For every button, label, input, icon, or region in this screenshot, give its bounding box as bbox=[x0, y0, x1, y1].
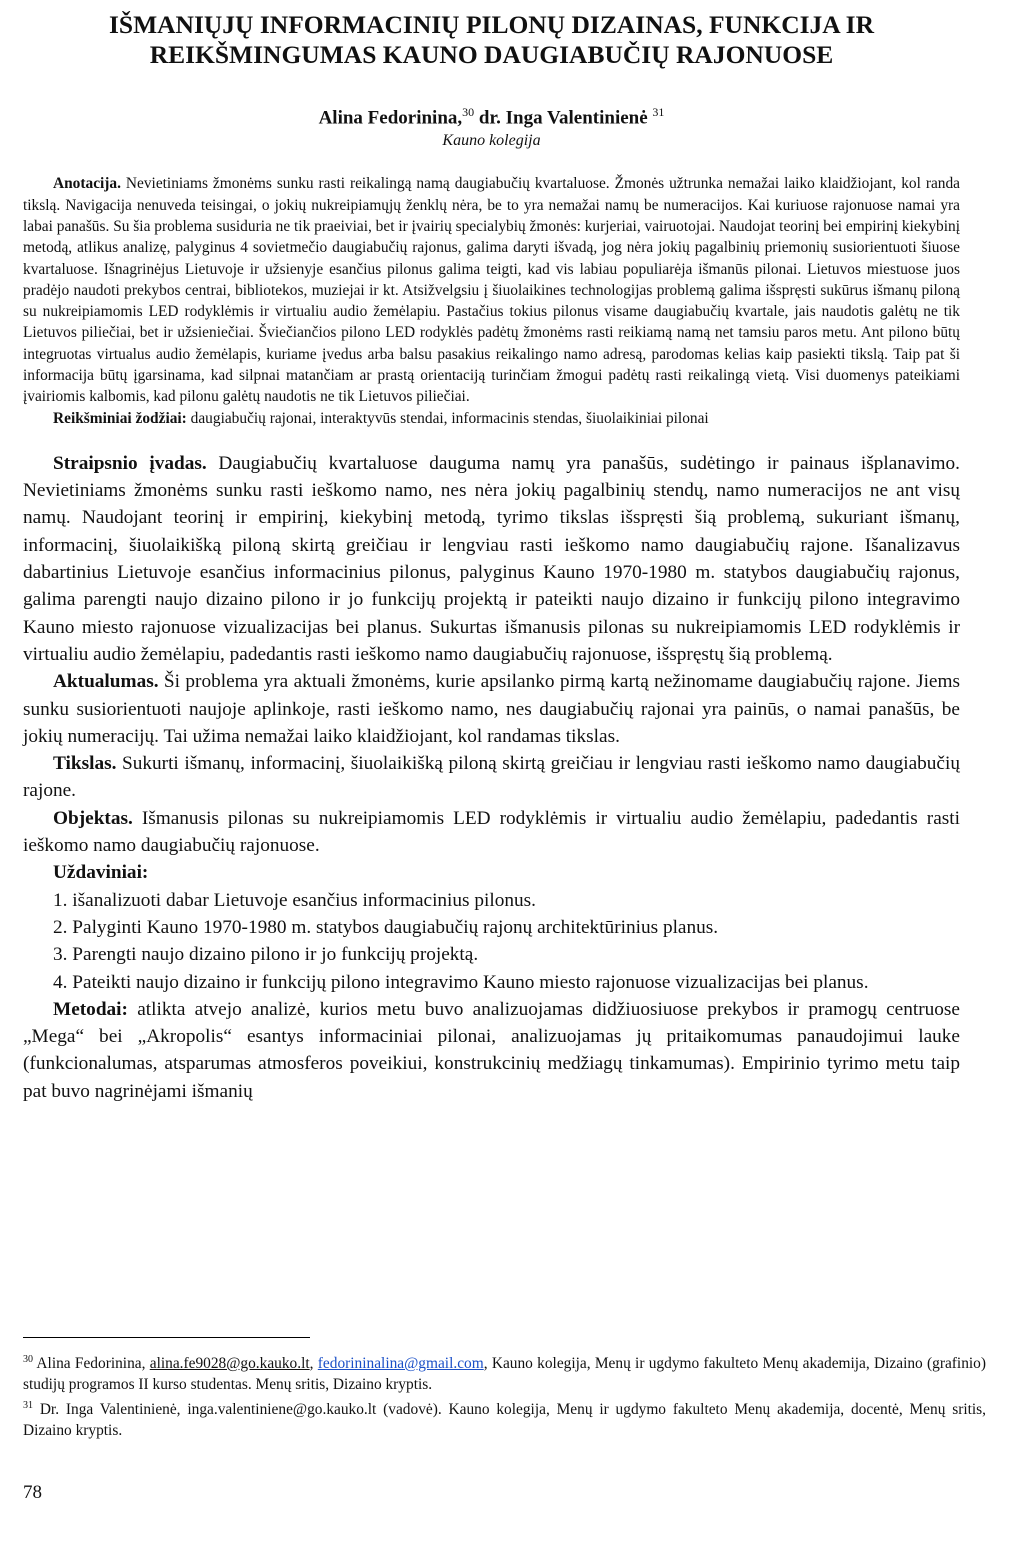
page-content bbox=[23, 10, 960, 1105]
title-line-1: IŠMANIŲJŲ INFORMACINIŲ PILONŲ DIZAINAS, FUNKCIJA IR bbox=[108, 10, 875, 39]
keywords-label: Reikšminiai žodžiai: bbox=[53, 409, 187, 427]
title-line-2: REIKŠMINGUMAS KAUNO DAUGIABUČIŲ RAJONUOSE bbox=[149, 40, 834, 69]
authors bbox=[23, 100, 960, 130]
footnote-31 bbox=[23, 1395, 986, 1441]
task-item-4: 4. Pateikti naujo dizaino ir funkcijų pilono integravimo Kauno miesto rajonuose vizualizacijas bei planus. bbox=[53, 971, 869, 993]
relevance-label: Aktualumas. bbox=[53, 671, 159, 693]
footnote-31-number: 31 bbox=[23, 1400, 33, 1412]
footnote-30-email-link-1[interactable]: alina.fe9028@go.kauko.lt bbox=[149, 1355, 310, 1373]
aim-paragraph bbox=[23, 750, 960, 805]
footnote-30-number: 30 bbox=[23, 1354, 33, 1365]
footnote-divider bbox=[23, 1337, 310, 1338]
intro-text: Daugiabučių kvartaluose dauguma namų yra panašūs, sudėtingo ir painaus išplanavimo. Nevietiniams žmonėms sunku rasti ieškomo namo, nes nėra jokių pagalbinių stendų, namo numeracijos ne ant visų namų. Naudojant teorinį ir empirinį, kiekybinį metodą, tyrimo tikslas išspręsti šią problemą, sukuriant išmanų, informacinį, šiuolaikišką piloną skirtą greičiau ir lengviau rasti ieškomo namo daugiabučių rajone. Išanalizavus dabartinius Lietuvoje esančius informacinius pilonus, palyginus Kauno 1970-1980 m. statybos daugiabučių rajonus, galima parengti naujo dizaino pilono ir jo funkcijų projektą ir pateikti naujo dizaino ir funkcijų pilono integravimo Kauno miesto rajonuose vizualizacijas bei planus. Sukurtas išmanusis pilonas su nukreipiamomis LED rodyklėmis ir virtualiu audio žemėlapiu, padedantis rasti ieškomo namo daugiabučių rajonuose, išspręstų šią problemą. bbox=[23, 452, 960, 665]
relevance-text: Ši problema yra aktuali žmonėms, kurie apsilanko pirmą kartą nežinomame daugiabučių rajone. Jiems sunku susiorientuoti naujoje aplinkoje, rasti ieškomo namo, nes daugiabučių rajonai yra painūs, o namai panašūs, be jokių numeracijų. Tai užima nemažai laiko klaidžiojant, kol randamas tikslas. bbox=[23, 671, 960, 747]
relevance-paragraph bbox=[23, 668, 960, 750]
task-item-2: 2. Palyginti Kauno 1970-1980 m. statybos daugiabučių rajonų architektūrinius planus. bbox=[53, 916, 719, 938]
object-label: Objektas. bbox=[53, 807, 133, 829]
page-title bbox=[23, 10, 960, 70]
abstract-text: Nevietiniams žmonėms sunku rasti reikalingą namą daugiabučių kvartaluose. Žmonės užtrunka nemažai laiko klaidžiojant, kol randa tikslą. Navigacija nenuveda teisingai, o jokių nukreipiamųjų ženklų nėra, be to yra nemažai namų be numeracijos. Kai kuriuose rajonuose namai yra labai panašūs. Su šia problema susiduria ne tik praeiviai, bet ir įvairių specialybių žmonės: kurjeriai, vairuotojai. Naudojat teorinį bei empirinį kiekybinį metodą, atlikus analizę, palyginus 4 sovietmečio daugiabučių rajonus, galima daryti išvadą, jog nėra jokių pagalbinių priemonių susiorientuoti šiuose kvartaluose. Išnagrinėjus Lietuvoje ir užsienyje esančius pilonus galima teigti, kad vis labiau populiarėja išmanūs pilonai. Lietuvos miestuose juos pradėjo naudoti prekybos centrai, bibliotekos, muziejai ir kt. Atsižvelgsiu į šiuolaikines technologijas problemą galima išspręsti sukūrus išmanų piloną su nukreipiamomis LED rodyklėmis ir virtualiu audio žemėlapiu. Pastačius tokius pilonus visame daugiabučių kvartale, jais naudotis galėtų ne tik Lietuvos piliečiai, bet ir užsieniečiai. Šviečiančios pilono LED rodyklės padėtų žmonėms rasti reikiamą namą net tamsiu paros metu. Ant pilono būtų integruotas virtualus audio žemėlapis, kuriame įvedus arba balsu pasakius reikalingo namo adresą, parodomas kelias kaip pasiekti tikslą. Taip pat ši informacija būtų įgarsinama, kad silpnai matančiam ar prastą orientaciją turinčiam žmogui padėtų rasti reikalingą vietą. Visi duomenys pateikiami įvairiomis kalbomis, kad pilonu galėtų naudotis ne tik Lietuvos piliečiai. bbox=[23, 175, 960, 406]
institution: Kauno kolegija bbox=[442, 132, 541, 150]
keywords-text: daugiabučių rajonai, interaktyvūs stendai, informacinis stendas, šiuolaikiniai pilonai bbox=[186, 409, 709, 427]
footnote-30-name: Alina Fedorinina, bbox=[33, 1355, 150, 1373]
footnote-30 bbox=[23, 1349, 986, 1395]
article-body bbox=[23, 450, 960, 1105]
intro-label: Straipsnio įvadas. bbox=[53, 452, 207, 474]
author-1-footnote-ref[interactable]: 30 bbox=[462, 105, 475, 119]
author-2-footnote-ref[interactable]: 31 bbox=[652, 105, 665, 119]
abstract bbox=[23, 173, 960, 407]
footnotes bbox=[23, 1349, 986, 1441]
object-text: Išmanusis pilonas su nukreipiamomis LED rodyklėmis ir virtualiu audio žemėlapiu, padedantis rasti ieškomo namo daugiabučių rajonuose. bbox=[23, 807, 960, 857]
methods-paragraph bbox=[23, 996, 960, 1105]
footnote-30-email-link-2[interactable]: fedorininalina@gmail.com bbox=[317, 1355, 484, 1373]
task-item-3: 3. Parengti naujo dizaino pilono ir jo funkcijų projektą. bbox=[53, 944, 479, 966]
methods-text: atlikta atvejo analizė, kurios metu buvo analizuojamas didžiuosiuose prekybos ir pramogų centruose „Mega“ bei „Akropolis“ esantys informaciniai pilonai, analizuojamas jų pritaikomumas panaudojimui lauke (funkcionalumas, atsparumas atmosferos poveikiui, konstrukcinių medžiagų tinkamumas). Empirinio tyrimo metu taip pat buvo nagrinėjami išmanių bbox=[23, 998, 960, 1102]
footnote-30-text: , Kauno kolegija, Menų ir ugdymo fakulteto Menų akademija, Dizaino (grafinio) studijų programos II kurso studentas. Menų sritis, Dizaino kryptis. bbox=[23, 1355, 986, 1394]
footnote-30-separator: , bbox=[309, 1355, 318, 1373]
author-1: Alina Fedorinina, bbox=[318, 107, 463, 129]
keywords bbox=[23, 408, 960, 429]
intro-paragraph bbox=[23, 450, 960, 668]
task-item-1: 1. išanalizuoti dabar Lietuvoje esančius informacinius pilonus. bbox=[53, 889, 536, 911]
tasks-heading: Uždaviniai: bbox=[53, 862, 149, 884]
footnote-31-text: Dr. Inga Valentinienė, inga.valentiniene@go.kauko.lt (vadovė). Kauno kolegija, Menų ir ugdymo fakulteto Menų akademija, docentė, Menų sritis, Dizaino kryptis. bbox=[23, 1401, 986, 1440]
author-2: dr. Inga Valentinienė bbox=[474, 107, 653, 129]
object-paragraph bbox=[23, 805, 960, 860]
methods-label: Metodai: bbox=[53, 998, 128, 1020]
page-number: 78 bbox=[23, 1482, 42, 1503]
aim-text: Sukurti išmanų, informacinį, šiuolaikišką piloną skirtą greičiau ir lengviau rasti ieškomo namo daugiabučių rajone. bbox=[23, 753, 960, 802]
aim-label: Tikslas. bbox=[53, 753, 117, 775]
abstract-label: Anotacija. bbox=[53, 175, 121, 193]
